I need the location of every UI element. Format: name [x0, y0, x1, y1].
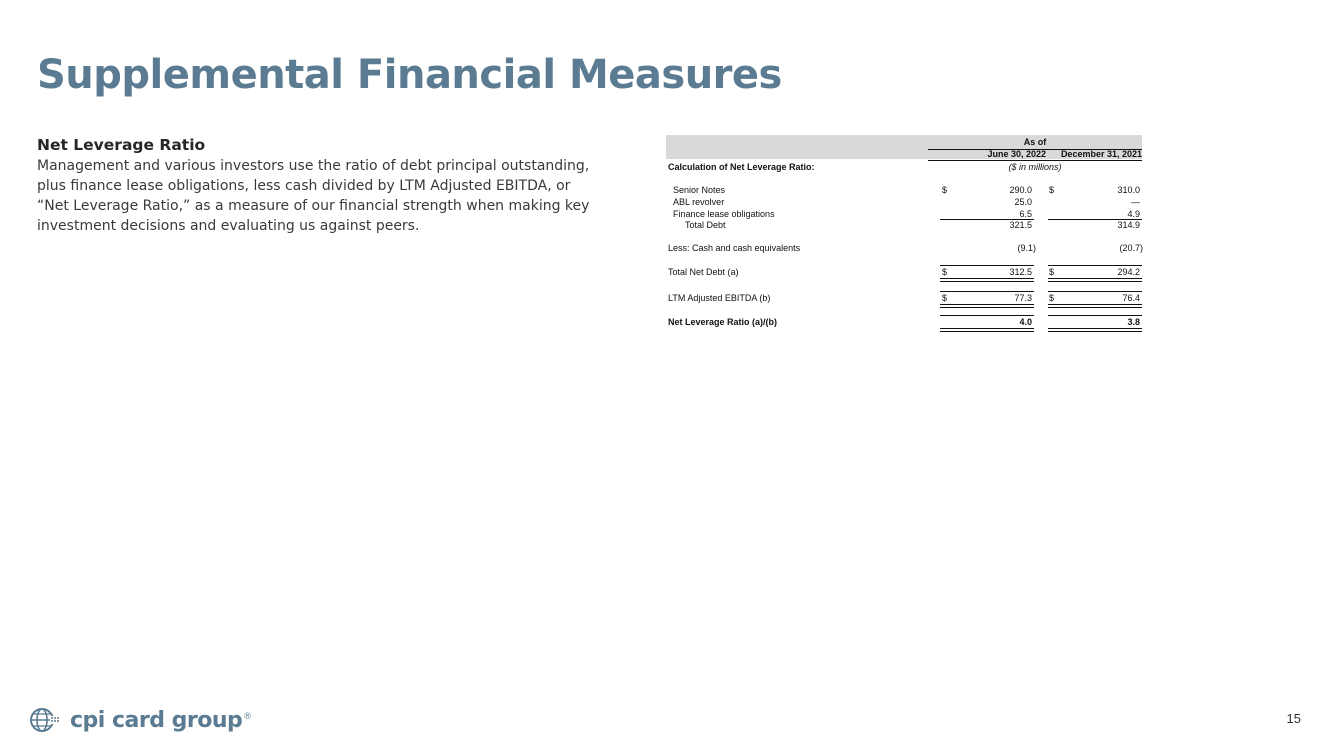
units-label: ($ in millions): [1008, 162, 1062, 172]
cell-total-net-debt-2021: 294.2: [1117, 267, 1140, 277]
cell-senior-notes-2022: 290.0: [1009, 185, 1032, 195]
total-double-underline: [940, 304, 1034, 308]
globe-icon: [28, 706, 62, 734]
body-line: investment decisions and evaluating us against peers.: [37, 218, 420, 234]
row-label-abl-revolver: ABL revolver: [673, 197, 725, 207]
row-label-senior-notes: Senior Notes: [673, 185, 726, 195]
row-label-total-debt: Total Debt: [685, 220, 726, 230]
currency-symbol: $: [1049, 293, 1055, 303]
cell-less-cash-2022: (9.1): [1017, 243, 1036, 253]
subtotal-line: [940, 265, 1034, 266]
section-body: [37, 156, 597, 236]
currency-symbol: $: [942, 185, 948, 195]
cell-senior-notes-2021: 310.0: [1117, 185, 1140, 195]
body-line: plus finance lease obligations, less cash divided by LTM Adjusted EBITDA, or: [37, 178, 571, 194]
net-leverage-table: [666, 135, 1142, 335]
cell-total-net-debt-2022: 312.5: [1009, 267, 1032, 277]
page-number: 15: [1286, 711, 1301, 726]
row-label-less-cash: Less: Cash and cash equivalents: [668, 243, 801, 253]
currency-symbol: $: [942, 267, 948, 277]
header-underline: [928, 160, 1142, 161]
section-heading: Net Leverage Ratio: [37, 136, 206, 154]
row-label-ltm-ebitda: LTM Adjusted EBITDA (b): [668, 293, 771, 303]
total-double-underline: [940, 278, 1034, 282]
total-double-underline: [1048, 328, 1142, 332]
registered-mark: ®: [244, 711, 251, 721]
subtotal-line: [940, 315, 1034, 316]
cell-net-leverage-2021: 3.8: [1127, 317, 1140, 327]
cell-abl-2021: —: [1131, 197, 1140, 207]
row-label-total-net-debt: Total Net Debt (a): [668, 267, 739, 277]
as-of-header: As of: [1023, 137, 1047, 147]
cell-less-cash-2021: (20.7): [1119, 243, 1143, 253]
row-label-net-leverage: Net Leverage Ratio (a)/(b): [668, 317, 778, 327]
cell-finance-lease-2021: 4.9: [1127, 209, 1140, 219]
cell-finance-lease-2022: 6.5: [1019, 209, 1032, 219]
cell-total-debt-2021: 314.9: [1117, 220, 1140, 230]
total-double-underline: [1048, 278, 1142, 282]
total-double-underline: [940, 328, 1034, 332]
col-header-june-2022: June 30, 2022: [987, 149, 1046, 159]
subtotal-line: [1048, 291, 1142, 292]
currency-symbol: $: [1049, 185, 1055, 195]
total-double-underline: [1048, 304, 1142, 308]
col-header-dec-2021: December 31, 2021: [1060, 149, 1142, 159]
body-line: “Net Leverage Ratio,” as a measure of our financial strength when making key: [37, 198, 590, 214]
company-logo: [28, 705, 251, 735]
subtotal-line: [1048, 315, 1142, 316]
logo-wordmark: cpi card group: [70, 707, 243, 733]
subtotal-line: [1048, 265, 1142, 266]
currency-symbol: $: [942, 293, 948, 303]
calc-label: Calculation of Net Leverage Ratio:: [668, 162, 815, 172]
cell-ltm-ebitda-2022: 77.3: [1014, 293, 1032, 303]
cell-net-leverage-2022: 4.0: [1019, 317, 1032, 327]
subtotal-line: [940, 291, 1034, 292]
cell-abl-2022: 25.0: [1014, 197, 1032, 207]
currency-symbol: $: [1049, 267, 1055, 277]
slide-title: Supplemental Financial Measures: [37, 52, 782, 98]
cell-ltm-ebitda-2021: 76.4: [1122, 293, 1140, 303]
body-line: Management and various investors use the ratio of debt principal outstanding,: [37, 158, 590, 174]
row-label-finance-lease: Finance lease obligations: [673, 209, 775, 219]
cell-total-debt-2022: 321.5: [1009, 220, 1032, 230]
